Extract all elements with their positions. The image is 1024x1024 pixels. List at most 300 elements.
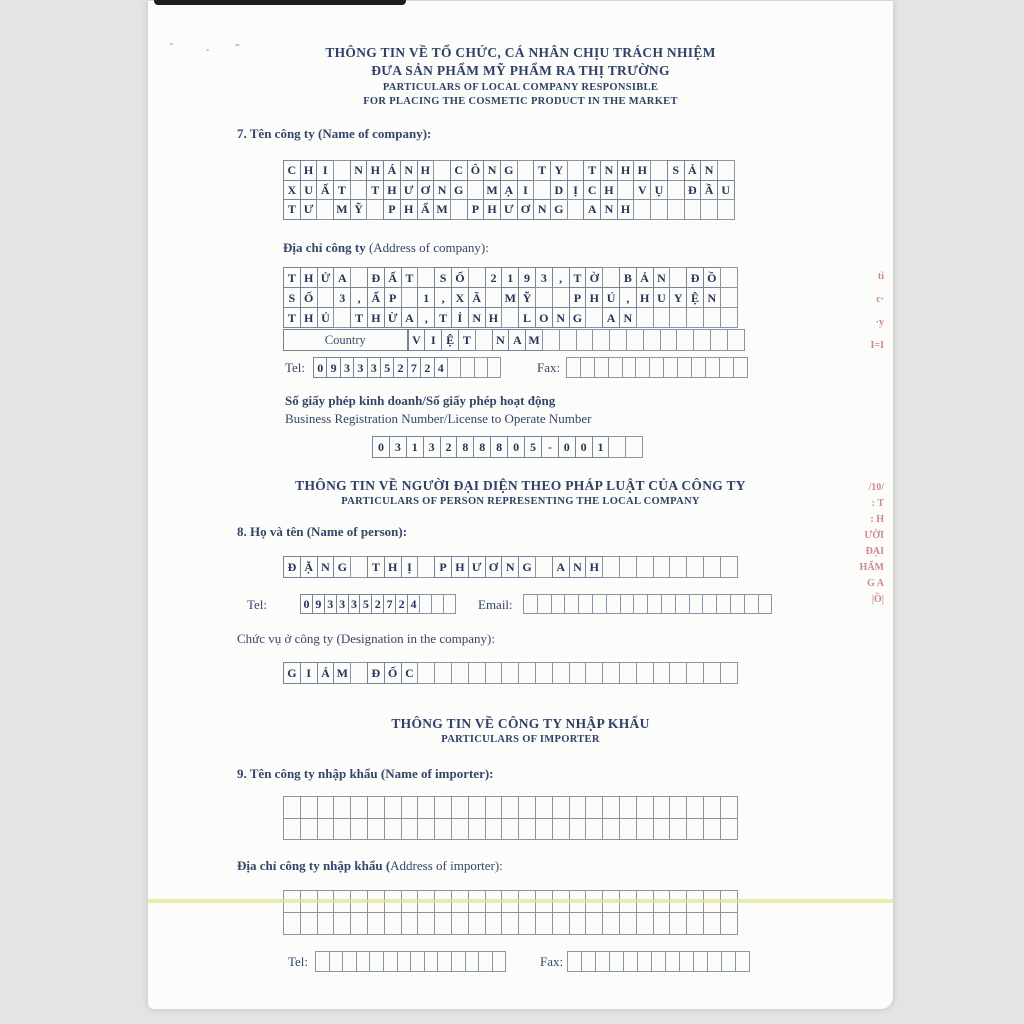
char-box[interactable]: [721, 951, 736, 972]
char-box[interactable]: 3: [333, 287, 351, 308]
char-box[interactable]: [653, 912, 671, 935]
char-box[interactable]: [367, 796, 385, 819]
char-box[interactable]: T: [533, 160, 551, 181]
char-box[interactable]: [478, 951, 493, 972]
char-box[interactable]: V: [633, 180, 651, 201]
char-box[interactable]: [350, 556, 368, 578]
char-box[interactable]: Á: [383, 160, 401, 181]
char-box[interactable]: 0: [507, 436, 525, 458]
char-box[interactable]: [501, 912, 519, 935]
char-box[interactable]: [650, 160, 668, 181]
char-box[interactable]: [300, 796, 318, 819]
char-box[interactable]: G: [333, 556, 351, 578]
char-box[interactable]: 3: [423, 436, 441, 458]
char-box[interactable]: [703, 796, 721, 819]
char-box[interactable]: [608, 436, 626, 458]
char-box[interactable]: M: [483, 180, 501, 201]
char-box[interactable]: [636, 307, 654, 328]
char-box[interactable]: [686, 662, 704, 684]
char-box[interactable]: [649, 357, 664, 378]
char-box[interactable]: [679, 951, 694, 972]
char-box[interactable]: Ỉ: [451, 307, 469, 328]
char-box[interactable]: Ư: [300, 199, 318, 220]
char-box[interactable]: [705, 357, 720, 378]
char-box[interactable]: [720, 796, 738, 819]
char-box[interactable]: [333, 307, 351, 328]
char-box[interactable]: [333, 796, 351, 819]
char-box[interactable]: Y: [550, 160, 568, 181]
char-box[interactable]: C: [583, 180, 601, 201]
char-box[interactable]: H: [300, 160, 318, 181]
char-box[interactable]: B: [619, 267, 637, 288]
char-box[interactable]: [720, 662, 738, 684]
char-box[interactable]: 5: [524, 436, 542, 458]
char-box[interactable]: [609, 951, 624, 972]
char-box[interactable]: X: [451, 287, 469, 308]
char-box[interactable]: Ặ: [300, 556, 318, 578]
char-box[interactable]: [703, 556, 721, 578]
char-box[interactable]: [450, 199, 468, 220]
char-box[interactable]: N: [619, 307, 637, 328]
char-box[interactable]: [567, 951, 582, 972]
char-box[interactable]: [501, 818, 519, 841]
char-box[interactable]: Ờ: [585, 267, 603, 288]
char-box[interactable]: [653, 307, 671, 328]
char-box[interactable]: [417, 556, 435, 578]
char-box[interactable]: [585, 662, 603, 684]
char-box[interactable]: U: [653, 287, 671, 308]
char-box[interactable]: T: [401, 267, 419, 288]
char-box[interactable]: Ấ: [316, 180, 334, 201]
char-box[interactable]: Ỹ: [350, 199, 368, 220]
char-box[interactable]: [710, 329, 728, 351]
char-box[interactable]: X: [283, 180, 301, 201]
char-box[interactable]: 8: [490, 436, 508, 458]
char-box[interactable]: [595, 951, 610, 972]
char-box[interactable]: [333, 160, 351, 181]
char-box[interactable]: [625, 436, 643, 458]
char-box[interactable]: [702, 594, 717, 614]
char-box[interactable]: Ố: [300, 287, 318, 308]
char-box[interactable]: [501, 796, 519, 819]
char-box[interactable]: 3: [340, 357, 354, 378]
char-box[interactable]: Ư: [468, 556, 486, 578]
char-box[interactable]: ,: [619, 287, 637, 308]
char-box[interactable]: [717, 199, 735, 220]
char-box[interactable]: S: [667, 160, 685, 181]
char-box[interactable]: [542, 329, 560, 351]
char-box[interactable]: [569, 818, 587, 841]
char-box[interactable]: T: [458, 329, 476, 351]
char-box[interactable]: [636, 662, 654, 684]
char-box[interactable]: P: [569, 287, 587, 308]
char-box[interactable]: [569, 796, 587, 819]
char-box[interactable]: [623, 951, 638, 972]
char-box[interactable]: Ấ: [384, 267, 402, 288]
char-box[interactable]: [669, 267, 687, 288]
company-address-grid[interactable]: [283, 267, 738, 328]
char-box[interactable]: [717, 160, 735, 181]
char-box[interactable]: [720, 556, 738, 578]
char-box[interactable]: N: [492, 329, 510, 351]
char-box[interactable]: T: [333, 180, 351, 201]
char-box[interactable]: [720, 307, 738, 328]
char-box[interactable]: [300, 912, 318, 935]
char-box[interactable]: Ơ: [517, 199, 535, 220]
char-box[interactable]: [350, 180, 368, 201]
char-box[interactable]: [552, 662, 570, 684]
char-box[interactable]: H: [383, 180, 401, 201]
char-box[interactable]: [669, 912, 687, 935]
importer-tel-grid[interactable]: [315, 951, 506, 972]
char-box[interactable]: [566, 357, 581, 378]
char-box[interactable]: T: [283, 199, 301, 220]
char-box[interactable]: 3: [348, 594, 361, 614]
person-tel-grid[interactable]: [300, 594, 456, 614]
char-box[interactable]: Đ: [367, 662, 385, 684]
char-box[interactable]: [602, 662, 620, 684]
char-box[interactable]: P: [383, 199, 401, 220]
char-box[interactable]: [637, 951, 652, 972]
char-box[interactable]: [401, 796, 419, 819]
char-box[interactable]: [665, 951, 680, 972]
char-box[interactable]: H: [636, 287, 654, 308]
char-box[interactable]: [592, 594, 607, 614]
char-box[interactable]: [643, 329, 661, 351]
char-box[interactable]: 3: [353, 357, 367, 378]
char-box[interactable]: [317, 287, 335, 308]
char-box[interactable]: Ệ: [686, 287, 704, 308]
char-box[interactable]: H: [485, 307, 503, 328]
char-box[interactable]: [636, 556, 654, 578]
char-box[interactable]: I: [424, 329, 442, 351]
char-box[interactable]: [317, 912, 335, 935]
char-box[interactable]: [518, 662, 536, 684]
char-box[interactable]: [653, 662, 671, 684]
char-box[interactable]: [434, 818, 452, 841]
char-box[interactable]: N: [433, 180, 451, 201]
char-box[interactable]: [653, 556, 671, 578]
char-box[interactable]: [650, 199, 668, 220]
char-box[interactable]: 7: [383, 594, 396, 614]
char-box[interactable]: 8: [473, 436, 491, 458]
char-box[interactable]: [707, 951, 722, 972]
char-box[interactable]: [501, 307, 519, 328]
char-box[interactable]: [401, 287, 419, 308]
char-box[interactable]: [719, 357, 734, 378]
char-box[interactable]: [401, 818, 419, 841]
char-box[interactable]: [517, 160, 535, 181]
char-box[interactable]: ,: [350, 287, 368, 308]
char-box[interactable]: [617, 180, 635, 201]
char-box[interactable]: G: [450, 180, 468, 201]
char-box[interactable]: T: [569, 267, 587, 288]
char-box[interactable]: M: [433, 199, 451, 220]
char-box[interactable]: 3: [324, 594, 337, 614]
char-box[interactable]: [636, 818, 654, 841]
char-box[interactable]: Ẩ: [417, 199, 435, 220]
char-box[interactable]: 2: [420, 357, 434, 378]
char-box[interactable]: Ừ: [384, 307, 402, 328]
char-box[interactable]: I: [316, 160, 334, 181]
char-box[interactable]: N: [600, 199, 618, 220]
char-box[interactable]: [647, 594, 662, 614]
char-box[interactable]: [660, 329, 678, 351]
char-box[interactable]: [300, 818, 318, 841]
char-box[interactable]: Đ: [686, 267, 704, 288]
char-box[interactable]: [417, 267, 435, 288]
char-box[interactable]: [635, 357, 650, 378]
char-box[interactable]: Ơ: [417, 180, 435, 201]
char-box[interactable]: 1: [417, 287, 435, 308]
char-box[interactable]: Ô: [467, 160, 485, 181]
char-box[interactable]: [569, 912, 587, 935]
char-box[interactable]: 2: [371, 594, 384, 614]
char-box[interactable]: [447, 357, 461, 378]
char-box[interactable]: [619, 662, 637, 684]
char-box[interactable]: 2: [395, 594, 408, 614]
char-box[interactable]: 2: [440, 436, 458, 458]
char-box[interactable]: [585, 912, 603, 935]
char-box[interactable]: H: [451, 556, 469, 578]
char-box[interactable]: [468, 912, 486, 935]
char-box[interactable]: 1: [406, 436, 424, 458]
char-box[interactable]: 9: [326, 357, 340, 378]
char-box[interactable]: [460, 357, 474, 378]
char-box[interactable]: [619, 556, 637, 578]
char-box[interactable]: A: [401, 307, 419, 328]
char-box[interactable]: [693, 329, 711, 351]
char-box[interactable]: [700, 199, 718, 220]
char-box[interactable]: [551, 594, 566, 614]
char-box[interactable]: [720, 287, 738, 308]
char-box[interactable]: [675, 594, 690, 614]
char-box[interactable]: Y: [669, 287, 687, 308]
char-box[interactable]: Ơ: [485, 556, 503, 578]
tel-grid[interactable]: [313, 357, 501, 378]
importer-name-grid[interactable]: [283, 796, 738, 840]
char-box[interactable]: [410, 951, 425, 972]
char-box[interactable]: [653, 818, 671, 841]
char-box[interactable]: [686, 818, 704, 841]
char-box[interactable]: 2: [485, 267, 503, 288]
char-box[interactable]: [518, 818, 536, 841]
char-box[interactable]: [559, 329, 577, 351]
char-box[interactable]: U: [300, 180, 318, 201]
char-box[interactable]: [316, 199, 334, 220]
char-box[interactable]: Ị: [401, 556, 419, 578]
char-box[interactable]: N: [350, 160, 368, 181]
char-box[interactable]: N: [703, 287, 721, 308]
char-box[interactable]: Đ: [283, 556, 301, 578]
char-box[interactable]: H: [585, 556, 603, 578]
char-box[interactable]: [366, 199, 384, 220]
char-box[interactable]: [474, 357, 488, 378]
license-number-grid[interactable]: [372, 436, 643, 458]
char-box[interactable]: [564, 594, 579, 614]
char-box[interactable]: [535, 818, 553, 841]
char-box[interactable]: [602, 556, 620, 578]
char-box[interactable]: [350, 912, 368, 935]
char-box[interactable]: 0: [372, 436, 390, 458]
char-box[interactable]: [468, 796, 486, 819]
char-box[interactable]: H: [617, 160, 635, 181]
char-box[interactable]: 9: [312, 594, 325, 614]
char-box[interactable]: 1: [501, 267, 519, 288]
char-box[interactable]: [653, 796, 671, 819]
char-box[interactable]: [350, 267, 368, 288]
char-box[interactable]: P: [434, 556, 452, 578]
char-box[interactable]: Á: [317, 662, 335, 684]
char-box[interactable]: M: [333, 662, 351, 684]
char-box[interactable]: [619, 818, 637, 841]
char-box[interactable]: N: [317, 556, 335, 578]
char-box[interactable]: P: [467, 199, 485, 220]
char-box[interactable]: [467, 180, 485, 201]
char-box[interactable]: [581, 951, 596, 972]
char-box[interactable]: T: [283, 267, 301, 288]
char-box[interactable]: [733, 357, 748, 378]
char-box[interactable]: [669, 556, 687, 578]
char-box[interactable]: N: [501, 556, 519, 578]
char-box[interactable]: [663, 357, 678, 378]
char-box[interactable]: [602, 818, 620, 841]
char-box[interactable]: [651, 951, 666, 972]
char-box[interactable]: [283, 818, 301, 841]
char-box[interactable]: [720, 267, 738, 288]
char-box[interactable]: [537, 594, 552, 614]
char-box[interactable]: [333, 818, 351, 841]
char-box[interactable]: T: [583, 160, 601, 181]
char-box[interactable]: [606, 594, 621, 614]
char-box[interactable]: [684, 199, 702, 220]
char-box[interactable]: [633, 199, 651, 220]
char-box[interactable]: [523, 594, 538, 614]
char-box[interactable]: [518, 796, 536, 819]
char-box[interactable]: N: [552, 307, 570, 328]
char-box[interactable]: [636, 912, 654, 935]
char-box[interactable]: 1: [592, 436, 610, 458]
char-box[interactable]: [501, 662, 519, 684]
char-box[interactable]: [333, 912, 351, 935]
char-box[interactable]: S: [434, 267, 452, 288]
char-box[interactable]: [468, 662, 486, 684]
char-box[interactable]: T: [366, 180, 384, 201]
char-box[interactable]: 3: [336, 594, 349, 614]
char-box[interactable]: G: [518, 556, 536, 578]
char-box[interactable]: [535, 796, 553, 819]
char-box[interactable]: T: [283, 307, 301, 328]
char-box[interactable]: A: [583, 199, 601, 220]
char-box[interactable]: H: [585, 287, 603, 308]
char-box[interactable]: [384, 912, 402, 935]
char-box[interactable]: [608, 357, 623, 378]
char-box[interactable]: [535, 287, 553, 308]
char-box[interactable]: 4: [407, 594, 420, 614]
char-box[interactable]: 7: [407, 357, 421, 378]
char-box[interactable]: Đ: [684, 180, 702, 201]
char-box[interactable]: [585, 796, 603, 819]
char-box[interactable]: [384, 818, 402, 841]
char-box[interactable]: [468, 267, 486, 288]
char-box[interactable]: Ư: [500, 199, 518, 220]
char-box[interactable]: O: [535, 307, 553, 328]
char-box[interactable]: T: [434, 307, 452, 328]
char-box[interactable]: [602, 267, 620, 288]
char-box[interactable]: [580, 357, 595, 378]
char-box[interactable]: 3: [389, 436, 407, 458]
char-box[interactable]: [535, 912, 553, 935]
char-box[interactable]: [434, 662, 452, 684]
char-box[interactable]: [492, 951, 507, 972]
char-box[interactable]: N: [533, 199, 551, 220]
char-box[interactable]: [585, 307, 603, 328]
char-box[interactable]: -: [541, 436, 559, 458]
char-box[interactable]: [487, 357, 501, 378]
char-box[interactable]: I: [300, 662, 318, 684]
char-box[interactable]: N: [483, 160, 501, 181]
char-box[interactable]: I: [517, 180, 535, 201]
char-box[interactable]: [686, 796, 704, 819]
char-box[interactable]: [669, 307, 687, 328]
char-box[interactable]: N: [569, 556, 587, 578]
char-box[interactable]: N: [400, 160, 418, 181]
char-box[interactable]: [592, 329, 610, 351]
char-box[interactable]: [475, 329, 493, 351]
char-box[interactable]: H: [384, 556, 402, 578]
char-box[interactable]: [451, 818, 469, 841]
char-box[interactable]: H: [300, 307, 318, 328]
char-box[interactable]: 3: [367, 357, 381, 378]
char-box[interactable]: [735, 951, 750, 972]
char-box[interactable]: [485, 912, 503, 935]
char-box[interactable]: 0: [300, 594, 313, 614]
char-box[interactable]: [552, 287, 570, 308]
char-box[interactable]: [434, 912, 452, 935]
char-box[interactable]: N: [468, 307, 486, 328]
char-box[interactable]: [620, 594, 635, 614]
char-box[interactable]: Ấ: [367, 287, 385, 308]
char-box[interactable]: Ử: [317, 267, 335, 288]
char-box[interactable]: 9: [518, 267, 536, 288]
char-box[interactable]: [636, 796, 654, 819]
char-box[interactable]: [434, 796, 452, 819]
char-box[interactable]: [677, 357, 692, 378]
char-box[interactable]: [367, 818, 385, 841]
char-box[interactable]: Ạ: [500, 180, 518, 201]
char-box[interactable]: Ú: [602, 287, 620, 308]
char-box[interactable]: M: [501, 287, 519, 308]
char-box[interactable]: [451, 796, 469, 819]
char-box[interactable]: [350, 818, 368, 841]
char-box[interactable]: [716, 594, 731, 614]
char-box[interactable]: ,: [434, 287, 452, 308]
char-box[interactable]: 2: [393, 357, 407, 378]
char-box[interactable]: [633, 594, 648, 614]
char-box[interactable]: [315, 951, 330, 972]
char-box[interactable]: [401, 912, 419, 935]
char-box[interactable]: [667, 180, 685, 201]
char-box[interactable]: [703, 307, 721, 328]
char-box[interactable]: [585, 818, 603, 841]
char-box[interactable]: H: [367, 307, 385, 328]
char-box[interactable]: Ụ: [650, 180, 668, 201]
char-box[interactable]: [350, 796, 368, 819]
char-box[interactable]: [552, 818, 570, 841]
char-box[interactable]: [669, 662, 687, 684]
char-box[interactable]: Ố: [451, 267, 469, 288]
char-box[interactable]: [669, 796, 687, 819]
